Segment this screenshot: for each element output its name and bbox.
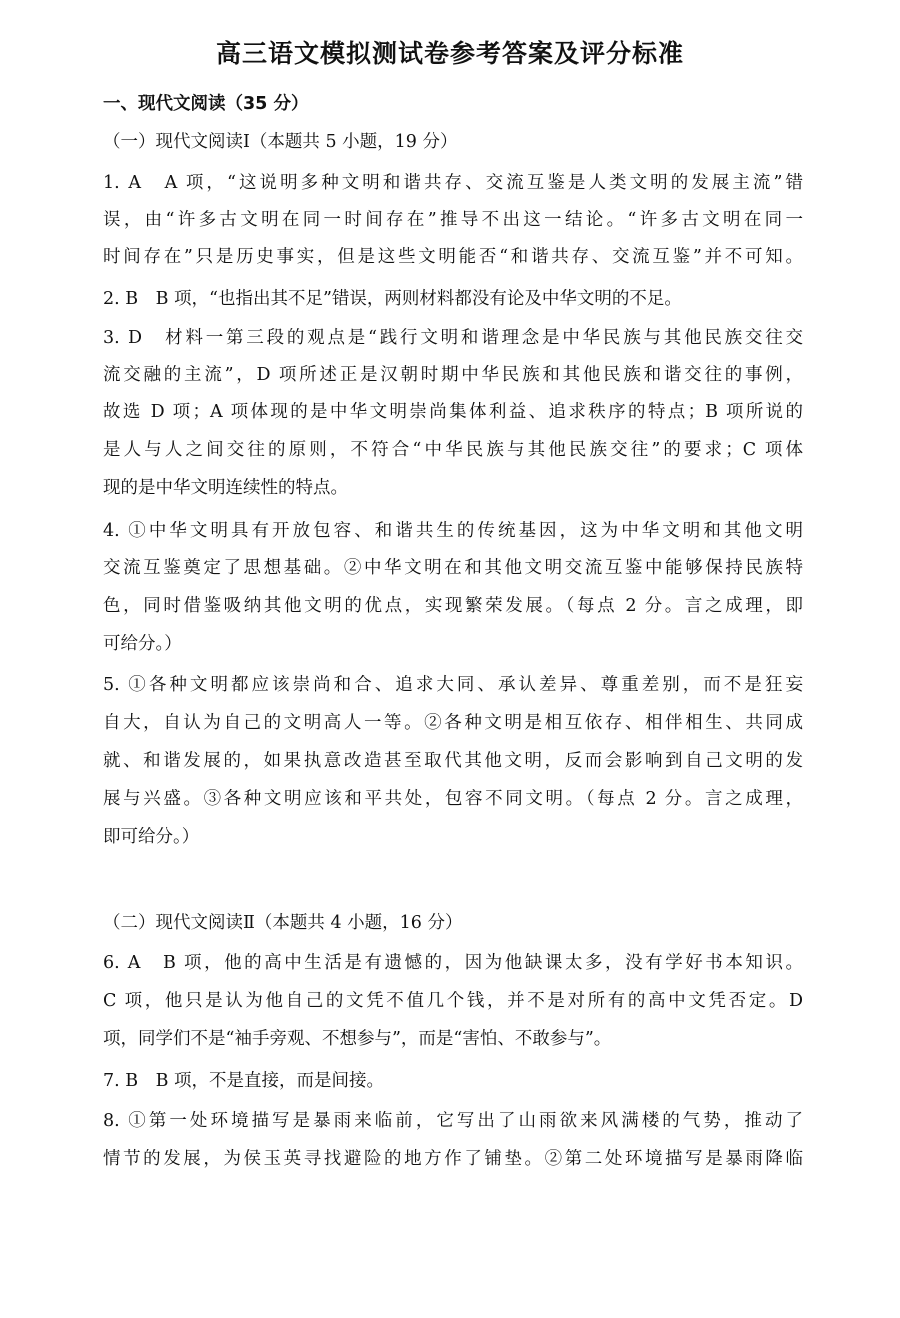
answer-7-line: 7. B B 项，不是直接，而是间接。 (103, 1071, 385, 1091)
answer-5-line: 5. ①各种文明都应该崇尚和合、追求大同、承认差异、尊重差别，而不是狂妄 (103, 675, 803, 695)
part-heading-reading-2: （二）现代文阅读Ⅱ（本题共 4 小题，16 分） (103, 913, 463, 933)
answer-5-line: 自大，自认为自己的文明高人一等。②各种文明是相互依存、相伴相生、共同成 (103, 713, 803, 733)
answer-1-line: 时间存在”只是历史事实，但是这些文明能否“和谐共存、交流互鉴”并不可知。 (103, 247, 803, 267)
part-heading-reading-1: （一）现代文阅读Ⅰ（本题共 5 小题，19 分） (103, 132, 458, 152)
answer-5-line: 展与兴盛。③各种文明应该和平共处，包容不同文明。（每点 2 分。言之成理， (103, 789, 803, 809)
answer-5-line: 就、和谐发展的，如果执意改造甚至取代其他文明，反而会影响到自己文明的发 (103, 751, 803, 771)
answer-8-line: 情节的发展，为侯玉英寻找避险的地方作了铺垫。②第二处环境描写是暴雨降临 (103, 1149, 803, 1169)
answer-4-line: 色，同时借鉴吸纳其他文明的优点，实现繁荣发展。（每点 2 分。言之成理，即 (103, 596, 803, 616)
answer-6-line: 6. A B 项，他的高中生活是有遗憾的，因为他缺课太多，没有学好书本知识。 (103, 953, 803, 973)
answer-4-line: 4. ①中华文明具有开放包容、和谐共生的传统基因，这为中华文明和其他文明 (103, 521, 803, 541)
answer-4-line: 可给分。） (103, 634, 182, 654)
answer-5-line: 即可给分。） (103, 827, 200, 847)
section-heading-modern-reading: 一、现代文阅读（35 分） (103, 94, 309, 114)
answer-3-line: 3. D 材料一第三段的观点是“践行文明和谐理念是中华民族与其他民族交往交 (103, 328, 803, 348)
answer-1-line: 1. A A 项，“这说明多种文明和谐共存、交流互鉴是人类文明的发展主流”错 (103, 173, 803, 193)
answer-3-line: 是人与人之间交往的原则，不符合“中华民族与其他民族交往”的要求；C 项体 (103, 440, 803, 460)
answer-3-line: 故选 D 项；A 项体现的是中华文明崇尚集体利益、追求秩序的特点；B 项所说的 (103, 402, 803, 422)
answer-3-line: 现的是中华文明连续性的特点。 (103, 478, 348, 498)
page-title: 高三语文模拟测试卷参考答案及评分标准 (215, 39, 684, 68)
answer-1-line: 误，由“许多古文明在同一时间存在”推导不出这一结论。“许多古文明在同一 (103, 210, 803, 230)
answer-3-line: 流交融的主流”，D 项所述正是汉朝时期中华民族和其他民族和谐交往的事例， (103, 365, 803, 385)
answer-8-line: 8. ①第一处环境描写是暴雨来临前，它写出了山雨欲来风满楼的气势，推动了 (103, 1111, 803, 1131)
answer-6-line: C 项，他只是认为他自己的文凭不值几个钱，并不是对所有的高中文凭否定。D (103, 991, 803, 1011)
answer-4-line: 交流互鉴奠定了思想基础。②中华文明在和其他文明交流互鉴中能够保持民族特 (103, 558, 803, 578)
answer-2-line: 2. B B 项，“也指出其不足”错误，两则材料都没有论及中华文明的不足。 (103, 289, 682, 309)
answer-6-line: 项，同学们不是“袖手旁观、不想参与”，而是“害怕、不敢参与”。 (103, 1029, 612, 1049)
